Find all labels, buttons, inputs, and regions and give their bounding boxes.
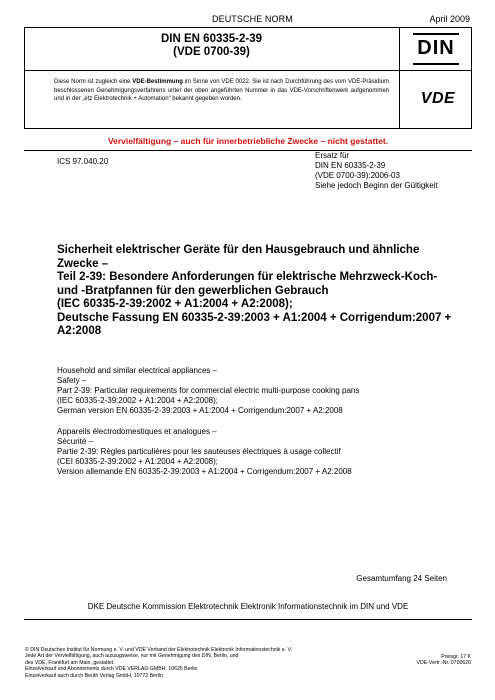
din-logo-cell <box>400 27 472 71</box>
vde-contract-number: VDE-Vertr.-Nr. 0700620 <box>416 660 471 667</box>
vde-note-bold: VDE-Bestimmung <box>132 79 183 85</box>
replacement-line: Siehe jedoch Beginn der Gültigkeit <box>315 181 438 190</box>
price-info <box>417 654 472 667</box>
standard-number: DIN EN 60335-2-39 <box>161 33 262 45</box>
replacement-line: (VDE 0700-39):2006-03 <box>315 171 400 180</box>
english-title-line: Safety – <box>57 376 87 385</box>
vde-note-text: im Sinne von VDE 0022. Sie ist nach Durchführung des vom VDE-Präsidium beschlossenen Genehmigungsverfahrens unter der oben angeführten Nummer in das VDE-Vorschriftenwerk aufgenommen und in der „etz Elektrotechnik + Automation“ bekannt gegeben worden. <box>54 79 389 102</box>
vde-note <box>24 71 400 129</box>
vde-logo: VDE <box>420 90 456 107</box>
ics-code: ICS 97.040.20 <box>57 157 109 166</box>
french-title <box>57 427 477 477</box>
english-title <box>57 366 477 416</box>
total-pages: Gesamtumfang 24 Seiten <box>356 574 447 583</box>
french-title-line: Partie 2-39: Règles particulières pour les sauteuses électriques à usage collectif <box>57 447 341 456</box>
price-group: Preisgr. 17 K <box>441 654 471 660</box>
german-title-line: Deutsche Fassung EN 60335-2-39:2003 + A1:2004 + Corrigendum:2007 + <box>57 311 452 324</box>
english-title-line: Part 2-39: Particular requirements for commercial electric multi-purpose cooking pans <box>57 386 360 395</box>
german-title-line: Teil 2-39: Besondere Anforderungen für elektrische Mehrzweck-Koch- <box>57 271 438 283</box>
standard-number-cell <box>24 27 400 71</box>
dke-line: DKE Deutsche Kommission Elektrotechnik Elektronik Informationstechnik im DIN und VDE <box>87 602 409 611</box>
vde-note-intro: Diese Norm ist zugleich eine <box>54 79 133 85</box>
german-title-line: (IEC 60335-2-39:2002 + A1:2004 + A2:2008); <box>57 298 293 310</box>
french-title-line: Appareils électrodomestiques et analogues – <box>57 427 217 436</box>
copyright-line: © DIN Deutsches Institut für Normung e. V. und VDE Verband der Elektrotechnik Elektronik Informationstechnik e. V. <box>25 647 292 653</box>
copyright-line: Jede Art der Vervielfältigung, auch auszugsweise, nur mit Genehmigung des DIN, Berlin, und <box>25 653 239 660</box>
copyright-line: Einzelverkauf auch durch Beuth Verlag GmbH, 10772 Berlin <box>25 672 163 679</box>
german-title-line: Sicherheit elektrischer Geräte für den Hausgebrauch und ähnliche <box>57 244 420 256</box>
english-title-line: Household and similar electrical appliances – <box>57 366 218 375</box>
english-title-line: (IEC 60335-2-39:2002 + A1:2004 + A2:2008); <box>57 396 219 405</box>
german-title-line: Zwecke – <box>57 257 109 270</box>
replacement-line: DIN EN 60335-2-39 <box>315 161 386 170</box>
publication-date: April 2009 <box>429 14 470 24</box>
replacement-info <box>315 151 438 191</box>
document-type: DEUTSCHE NORM <box>212 14 293 24</box>
vde-classification: (VDE 0700-39) <box>173 46 250 58</box>
vde-logo-cell <box>400 71 472 129</box>
french-title-line: (CEI 60335-2-39:2002 + A1:2004 + A2:2008); <box>57 457 219 466</box>
copyright-notice <box>25 647 385 679</box>
french-title-line: Version allemande EN 60335-2-39:2003 + A1:2004 + Corrigendum:2007 + A2:2008 <box>57 467 352 476</box>
german-title-line: A2:2008 <box>57 325 102 337</box>
copyright-line: des VDE, Frankfurt am Main, gestattet. <box>25 659 115 666</box>
german-title <box>57 244 477 339</box>
din-logo: DIN <box>413 33 459 65</box>
copy-warning: Vervielfältigung – auch für innerbetriebliche Zwecke – nicht gestattet. <box>107 136 389 146</box>
copyright-line: Einzelverkauf und Abonnements durch VDE VERLAG GMBH, 10625 Berlin <box>25 666 198 673</box>
french-title-line: Sécurité – <box>57 437 94 446</box>
divider-bottom <box>24 619 472 620</box>
german-title-line: und -Bratpfannen für den gewerblichen Gebrauch <box>57 284 329 297</box>
english-title-line: German version EN 60335-2-39:2003 + A1:2004 + Corrigendum:2007 + A2:2008 <box>57 406 343 415</box>
replacement-line: Ersatz für <box>315 151 350 160</box>
